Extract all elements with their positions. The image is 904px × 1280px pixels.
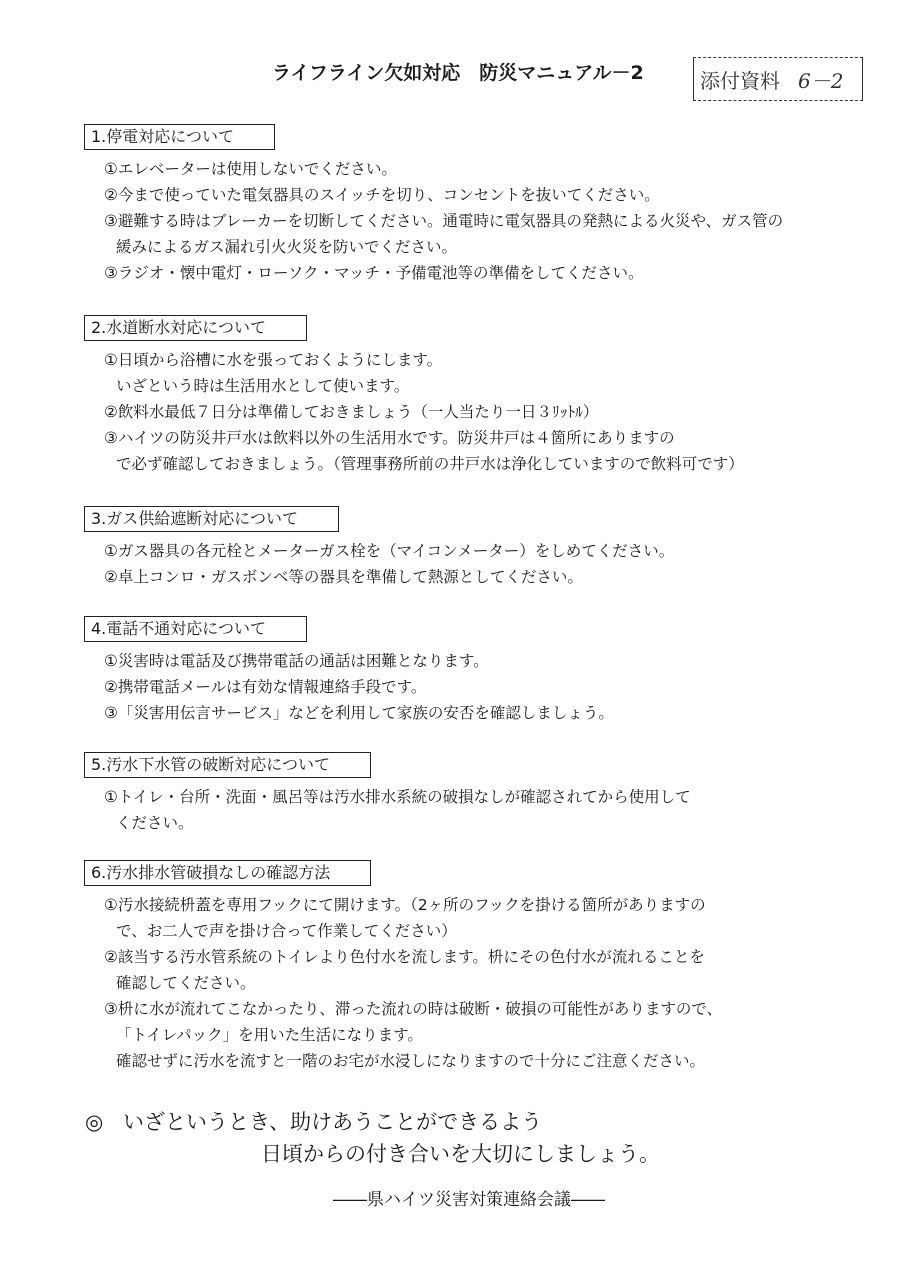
section-drain-check: [84, 860, 722, 1074]
section-heading: 4.電話不通対応について: [84, 616, 307, 642]
section-heading: 1.停電対応について: [84, 124, 275, 150]
section-power-outage: [84, 124, 783, 286]
list-item: ③ラジオ・懐中電灯・ローソク・マッチ・予備電池等の準備をしてください。: [104, 264, 644, 282]
stamp-label: 添付資料: [700, 68, 780, 93]
footer-organization: ――県ハイツ災害対策連絡会議――: [333, 1190, 605, 1210]
list-item: ②飲料水最低７日分は準備しておきましょう（一人当たり一日３ﾘｯﾄﾙ）: [104, 403, 599, 421]
list-item: ③ハイツの防災井戸水は飲料以外の生活用水です。防災井戸は４箇所にありますの で必ず確認しておきましょう。（管理事務所前の井戸水は浄化していますので飲料可です）: [104, 429, 744, 473]
list-item: ③避難する時はブレーカーを切断してください。通電時に電気器具の発熱による火災や、ガス管の 緩みによるガス漏れ引火火災を防いでください。: [104, 212, 784, 256]
section-sewer-break: [84, 752, 691, 836]
list-item: ②今まで使っていた電気器具のスイッチを切り、コンセントを抜いてください。: [104, 186, 660, 204]
section-gas-shutoff: [84, 506, 674, 590]
section-heading: 5.汚水下水管の破断対応について: [84, 752, 371, 778]
list-item: ③枡に水が流れてこなかったり、滞った流れの時は破断・破損の可能性がありますので、 「トイレパック」を用いた生活になります。 確認せずに汚水を流すと一階のお宅が水浸しになりますので十分にご注意ください。: [104, 1000, 723, 1070]
attachment-stamp: [693, 57, 863, 101]
list-item: ①ガス器具の各元栓とメーターガス栓を（マイコンメーター）をしめてください。: [104, 542, 675, 560]
list-item: ①災害時は電話及び携帯電話の通話は困難となります。: [104, 652, 489, 670]
section-water-outage: [84, 315, 744, 477]
section-heading: 2.水道断水対応について: [84, 315, 307, 341]
closing-message: [85, 1106, 660, 1170]
section-heading: 3.ガス供給遮断対応について: [84, 506, 339, 532]
section-heading: 6.汚水排水管破損なしの確認方法: [84, 860, 371, 886]
closing-line-2: 日頃からの付き合いを大切にしましょう。: [261, 1142, 660, 1166]
list-item: ③「災害用伝言サービス」などを利用して家族の安否を確認しましょう。: [104, 704, 614, 722]
list-item: ①日頃から浴槽に水を張っておくようにします。 いざという時は生活用水として使います。: [104, 351, 443, 395]
list-item: ②携帯電話メールは有効な情報連絡手段です。: [104, 678, 427, 696]
section-phone-outage: [84, 616, 614, 726]
list-item: ①トイレ・台所・洗面・風呂等は汚水排水系統の破損なしが確認されてから使用して ください。: [104, 788, 691, 832]
document-title: ライフライン欠如対応 防災マニュアル－2: [272, 62, 644, 84]
list-item: ①エレベーターは使用しないでください。: [104, 160, 397, 178]
closing-line-1: いざというとき、助けあうことができるよう: [123, 1110, 543, 1134]
stamp-number: 6－2: [798, 68, 844, 93]
list-item: ①汚水接続枡蓋を専用フックにて開けます。（2ヶ所のフックを掛ける箇所がありますの で、お二人で声を掛け合って作業してください）: [104, 896, 706, 940]
list-item: ②卓上コンロ・ガスボンベ等の器具を準備して熱源としてください。: [104, 568, 583, 586]
list-item: ②該当する汚水管系統のトイレより色付水を流します。枡にその色付水が流れることを 確認してください。: [104, 948, 705, 992]
double-circle-icon: ◎: [85, 1110, 104, 1134]
